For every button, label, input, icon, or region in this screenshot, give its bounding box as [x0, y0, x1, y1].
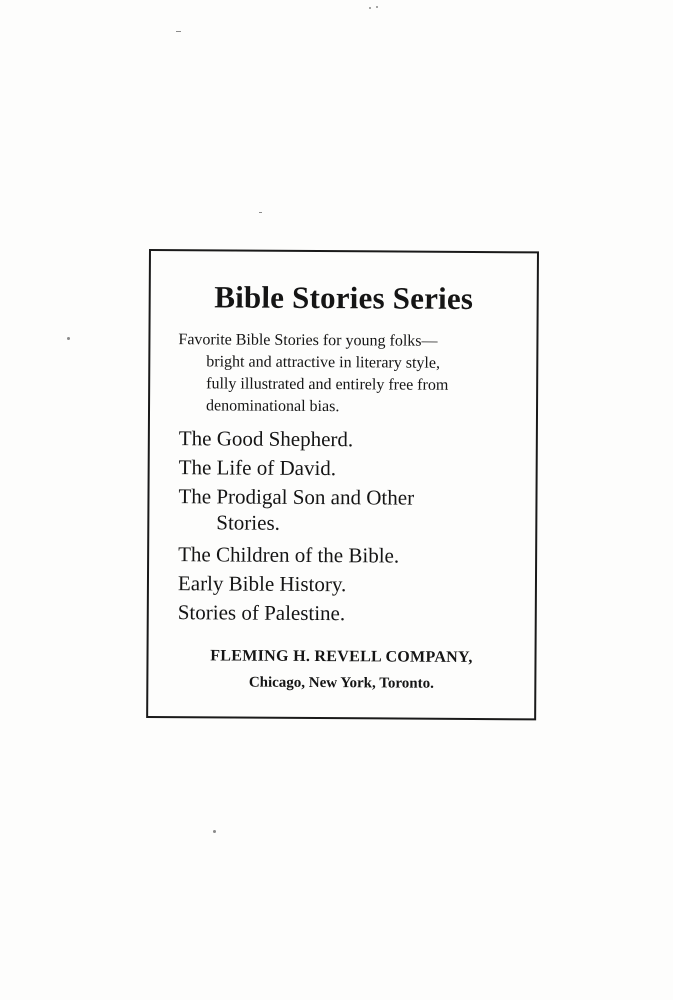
book-title-stories-of-palestine: [178, 598, 523, 629]
description-line: bright and attractive in literary style,: [206, 353, 441, 372]
book-title-text: Stories of Palestine.: [177, 600, 346, 626]
scan-speck: [376, 6, 378, 8]
book-title-children-of-the-bible: [178, 540, 523, 571]
scan-speck: [259, 212, 262, 213]
book-title-text: Early Bible History.: [177, 571, 347, 597]
book-title-early-bible-history: [178, 569, 523, 600]
publisher-cities: Chicago, New York, Toronto.: [248, 674, 434, 692]
publisher-name: FLEMING H. REVELL COMPANY,: [210, 647, 473, 666]
scan-speck: [369, 7, 371, 9]
book-list: [178, 424, 524, 629]
book-title-good-shepherd: [179, 424, 524, 455]
scan-speck: [176, 31, 181, 32]
book-title-text: The Good Shepherd.: [178, 426, 354, 452]
book-title-text: The Life of David.: [178, 455, 337, 481]
series-description: [178, 329, 524, 419]
book-title-continuation: Stories.: [216, 510, 280, 535]
description-line: denominational bias.: [205, 397, 340, 416]
book-title-life-of-david: [179, 453, 524, 484]
series-title: Bible Stories Series: [214, 279, 474, 316]
book-title-text: The Children of the Bible.: [178, 542, 400, 568]
scan-speck: [67, 337, 70, 340]
advertisement-box: [146, 249, 539, 720]
book-title-text: The Prodigal Son and Other: [178, 484, 415, 510]
description-line: fully illustrated and entirely free from: [206, 375, 449, 394]
book-title-prodigal-son: [178, 482, 523, 535]
scan-speck: [213, 830, 216, 833]
description-line: Favorite Bible Stories for young folks—: [178, 331, 438, 350]
